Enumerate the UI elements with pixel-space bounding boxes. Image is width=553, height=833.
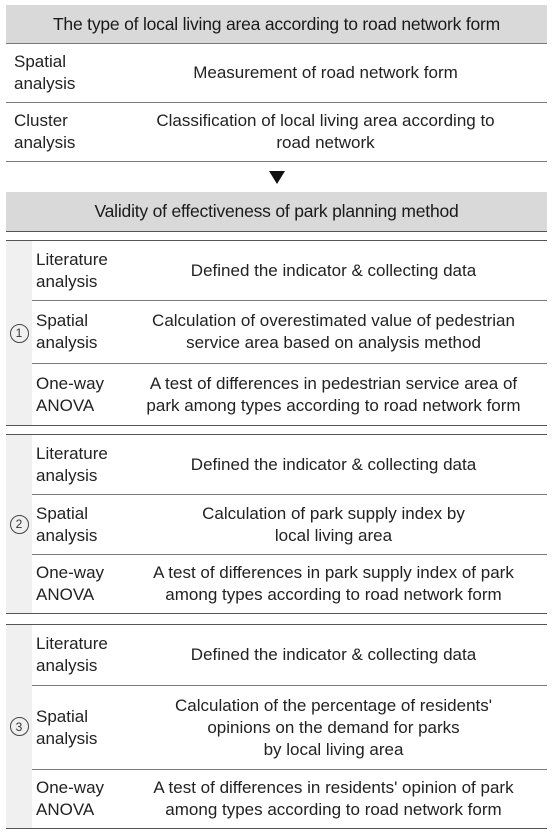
method-group-1 <box>6 240 547 426</box>
method-label: One-way ANOVA <box>36 373 105 415</box>
method-description: A test of differences in pedestrian service area of park among types according to road network form <box>146 373 521 415</box>
group-row-anova <box>32 770 547 828</box>
method-description: Defined the indicator & collecting data <box>190 454 477 474</box>
method-label: Spatial analysis <box>36 706 98 748</box>
method-description: Classification of local living area according to road network <box>156 111 495 152</box>
circled-number: 3 <box>10 717 29 736</box>
down-triangle-icon <box>0 166 553 188</box>
method-label: Spatial analysis <box>36 311 98 352</box>
method-description: Calculation of overestimated value of pedestrian service area based on analysis method <box>152 311 515 352</box>
method-label: Spatial analysis <box>36 503 98 545</box>
group-row-spatial <box>32 686 547 770</box>
group-row-anova <box>32 555 547 613</box>
group-row-literature <box>32 241 547 301</box>
circled-number: 2 <box>10 515 29 534</box>
method-label: Cluster analysis <box>14 111 76 152</box>
method-description: Calculation of park supply index by local living area <box>202 503 465 545</box>
method-description: A test of differences in park supply index of park among types according to road network form <box>153 563 514 604</box>
group-number-badge <box>6 241 32 425</box>
group-row-anova <box>32 364 547 425</box>
method-group-2 <box>6 434 547 614</box>
group-row-literature <box>32 625 547 686</box>
method-label: Literature analysis <box>36 634 108 675</box>
top-row-spatial <box>6 44 547 103</box>
validity-section-header: Validity of effectiveness of park planning method <box>6 192 547 232</box>
top-section-header: The type of local living area according to road network form <box>6 5 547 44</box>
group-row-spatial <box>32 495 547 555</box>
method-group-3 <box>6 624 547 829</box>
group-row-spatial <box>32 301 547 364</box>
group-number-badge <box>6 625 32 828</box>
method-label: Spatial analysis <box>14 52 76 93</box>
method-label: One-way ANOVA <box>36 778 105 819</box>
method-description: Calculation of the percentage of residents' opinions on the demand for parks by local living area <box>175 695 492 759</box>
group-number-badge <box>6 435 32 613</box>
method-description: Measurement of road network form <box>193 63 458 82</box>
group-row-literature <box>32 435 547 495</box>
method-description: Defined the indicator & collecting data <box>190 645 477 664</box>
method-label: Literature analysis <box>36 249 108 291</box>
method-description: A test of differences in residents' opinion of park among types according to road network form <box>153 778 514 819</box>
top-row-cluster <box>6 103 547 162</box>
method-description: Defined the indicator & collecting data <box>190 260 477 280</box>
method-label: Literature analysis <box>36 443 108 485</box>
circled-number: 1 <box>10 324 29 343</box>
method-label: One-way ANOVA <box>36 563 105 604</box>
